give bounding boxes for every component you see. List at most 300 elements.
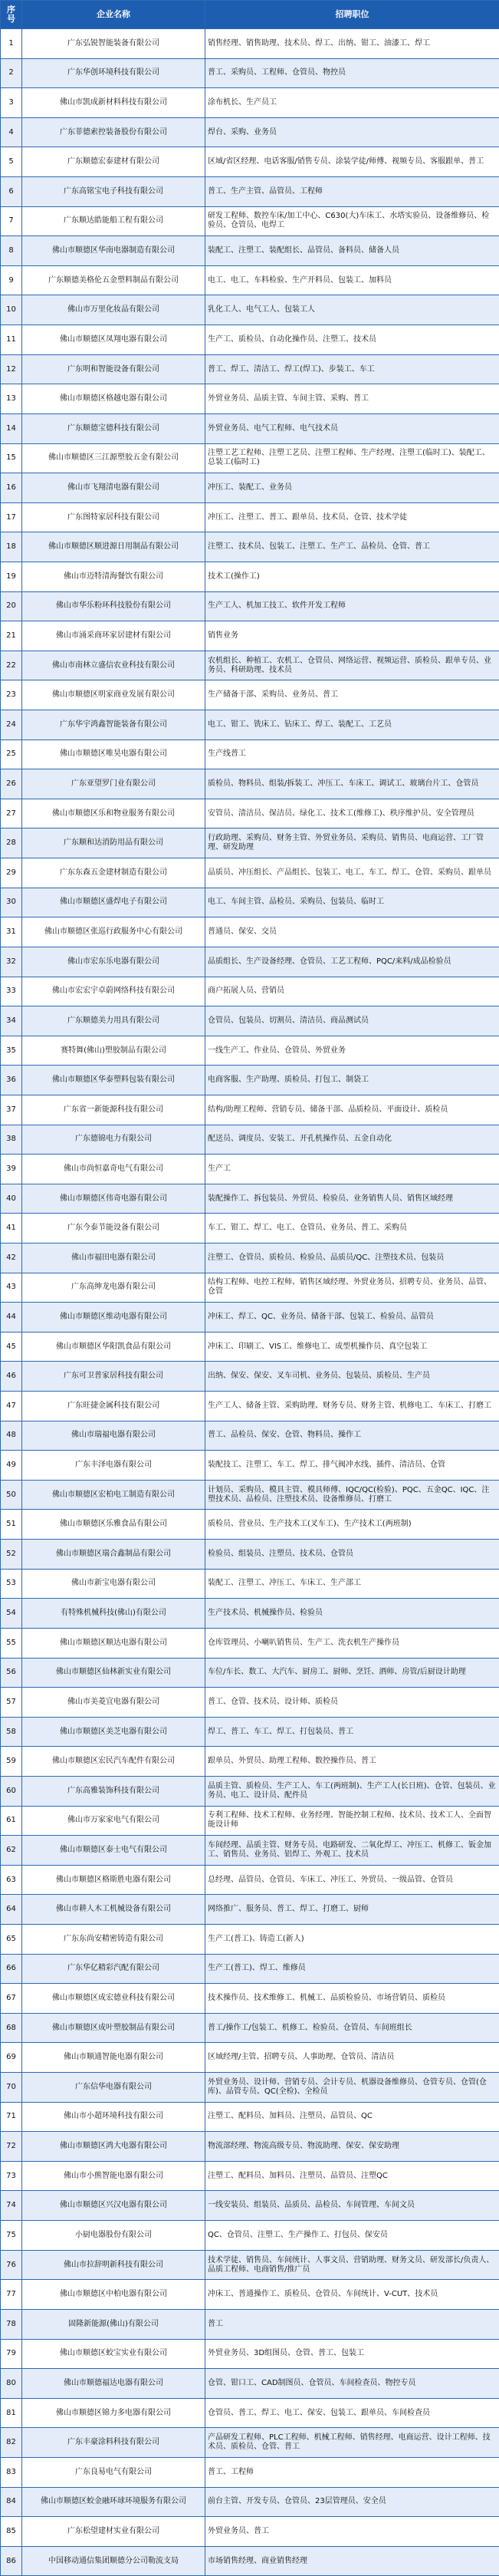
row-index: 50 — [1, 1480, 22, 1510]
row-index: 18 — [1, 532, 22, 562]
row-index: 58 — [1, 1717, 22, 1747]
company-name: 佛山市凯成新材料科技有限公司 — [22, 88, 205, 118]
job-positions: 电商客服、生产助理、质检员、打包工、制袋工 — [205, 1066, 499, 1095]
company-name: 佛山市顺通智能电器有限公司 — [22, 2043, 205, 2073]
row-index: 42 — [1, 1243, 22, 1273]
table-row — [1, 1006, 499, 1036]
row-index: 57 — [1, 1688, 22, 1718]
company-name: 佛山市顺德区格越电器有限公司 — [22, 384, 205, 414]
company-name: 佛山市尚恒嘉奇电气有限公司 — [22, 1155, 205, 1184]
job-positions: 跟单员、外贸员、助理工程师、数控操作员、普工 — [205, 1747, 499, 1777]
job-positions: QC、仓管员、注塑工、生产操作工、打包员、保安员 — [205, 2221, 499, 2251]
table-row — [1, 621, 499, 651]
table-row — [1, 1717, 499, 1747]
row-index: 67 — [1, 1984, 22, 2014]
table-row — [1, 2546, 499, 2576]
row-index: 43 — [1, 1273, 22, 1303]
company-name: 小厨电器股份有限公司 — [22, 2221, 205, 2251]
company-name: 佛山市顺德区美芝电器有限公司 — [22, 1717, 205, 1747]
row-index: 5 — [1, 147, 22, 177]
job-positions: 乳化工人、电气工人、包装工人 — [205, 295, 499, 325]
table-row — [1, 2250, 499, 2280]
company-name: 佛山市宏宏宇卓蔚网络科技有限公司 — [22, 977, 205, 1006]
row-index: 46 — [1, 1362, 22, 1392]
job-positions: 装配操作工、拆包装员、外贸员、检验员、业务销售人员、销售区域经理 — [205, 1184, 499, 1214]
row-index: 54 — [1, 1599, 22, 1629]
company-name: 佛山市顺德区明家商业发展有限公司 — [22, 680, 205, 710]
company-name: 佛山市飞翔清电器有限公司 — [22, 473, 205, 503]
row-index: 85 — [1, 2517, 22, 2547]
row-index: 77 — [1, 2280, 22, 2310]
table-row — [1, 325, 499, 355]
job-positions: 仓管员、包装员、切割员、清洁员、商品测试员 — [205, 1006, 499, 1036]
table-row — [1, 1243, 499, 1273]
job-positions: 生产工(普工)、焊工、维修员 — [205, 1954, 499, 1984]
table-row — [1, 2280, 499, 2310]
job-positions: 冲床工、焊工、QC、业务员、储备干部、包装工、检验员、品管员 — [205, 1303, 499, 1332]
job-positions: 冲床工、印刷工、VIS工、维修电工、成型机操作员、真空包装工 — [205, 1332, 499, 1362]
company-name: 佛山市顺德区乐和物业服务有限公司 — [22, 799, 205, 828]
company-name: 佛山市华乐粉环科技股份有限公司 — [22, 591, 205, 621]
table-row — [1, 2487, 499, 2517]
company-name: 佛山市新宝电器有限公司 — [22, 1569, 205, 1599]
table-row — [1, 769, 499, 799]
table-row — [1, 680, 499, 710]
company-name: 广东华宇鸿鑫智能装备有限公司 — [22, 710, 205, 740]
company-name: 佛山市迈特清海餐饮有限公司 — [22, 562, 205, 591]
company-name: 广东华创环境科技有限公司 — [22, 58, 205, 88]
row-index: 9 — [1, 265, 22, 295]
company-name: 广东丰泽电器有限公司 — [22, 1451, 205, 1481]
company-name: 广东良易电气有限公司 — [22, 2457, 205, 2487]
table-row — [1, 1392, 499, 1421]
row-index: 55 — [1, 1628, 22, 1658]
row-index: 82 — [1, 2428, 22, 2458]
table-row — [1, 413, 499, 443]
row-index: 69 — [1, 2043, 22, 2073]
job-positions: 涂布机长、生产员工 — [205, 88, 499, 118]
job-positions: 装配工、注塑工、装配组长、品管员、备料员、储备人员 — [205, 236, 499, 266]
job-positions: 焊工、普工、车工、焊工、打包装员、普工 — [205, 1717, 499, 1747]
table-row — [1, 977, 499, 1006]
row-index: 84 — [1, 2487, 22, 2517]
company-name: 佛山市顺德区华南电器制造有限公司 — [22, 236, 205, 266]
table-row — [1, 532, 499, 562]
job-positions: 品质员、冲压组长、产品组长、包装工、电工、车工、焊工、仓管、采购员、跟单员 — [205, 858, 499, 888]
company-name: 佛山市美菱宜电器有限公司 — [22, 1688, 205, 1718]
row-index: 3 — [1, 88, 22, 118]
row-index: 24 — [1, 710, 22, 740]
row-index: 12 — [1, 354, 22, 384]
company-name: 佛山市顺德区顺达电器有限公司 — [22, 1628, 205, 1658]
table-row — [1, 2043, 499, 2073]
row-index: 21 — [1, 621, 22, 651]
company-name: 佛山市拉辞明新科技有限公司 — [22, 2250, 205, 2280]
table-row — [1, 1984, 499, 2014]
row-index: 16 — [1, 473, 22, 503]
company-name: 广东亚望罗门业有限公司 — [22, 769, 205, 799]
company-name: 有特殊机械科技(佛山)有限公司 — [22, 1599, 205, 1629]
table-row — [1, 1688, 499, 1718]
job-positions: 车工、钳工、焊工、电工、仓管员、业务员、普工、采购员 — [205, 1214, 499, 1244]
company-name: 广东高铭宝电子科技有限公司 — [22, 177, 205, 207]
job-positions: 外贸业务员、电气工程师、电气技术员 — [205, 413, 499, 443]
table-row — [1, 1569, 499, 1599]
table-row — [1, 1332, 499, 1362]
table-row — [1, 1303, 499, 1332]
row-index: 17 — [1, 502, 22, 532]
company-name: 佛山市顺德区中柏电器有限公司 — [22, 2280, 205, 2310]
table-row — [1, 1540, 499, 1570]
company-name: 固隆新能源(佛山)有限公司 — [22, 2309, 205, 2339]
company-name: 佛山市顺德区顺进源日用制品有限公司 — [22, 532, 205, 562]
row-index: 33 — [1, 977, 22, 1006]
job-positions: 品质组长、生产设备经理、仓管员、工艺工程师、PQC/来料/成品检验员 — [205, 947, 499, 977]
company-name: 广东今泰节能设备有限公司 — [22, 1214, 205, 1244]
row-index: 48 — [1, 1421, 22, 1451]
table-row — [1, 1895, 499, 1925]
table-row — [1, 2161, 499, 2191]
job-positions: 销售经理、销售助理、技术员、焊工、出纳、钳工、油漆工、焊工 — [205, 29, 499, 59]
job-positions: 销售业务 — [205, 621, 499, 651]
header-index: 序号 — [1, 1, 22, 29]
table-row — [1, 1066, 499, 1095]
row-index: 32 — [1, 947, 22, 977]
company-name: 佛山市顺德区宏柏电工制造有限公司 — [22, 1480, 205, 1510]
company-name: 广东丰豪涂料科技有限公司 — [22, 2428, 205, 2458]
job-positions: 注塑工、配料员、加料员、注塑员、品管员、QC — [205, 2102, 499, 2132]
row-index: 37 — [1, 1095, 22, 1125]
job-positions: 行政助理、采购员、财务主管、外贸业务员、采购员、销售员、电商运营、工厂管理、研发助理 — [205, 828, 499, 858]
job-positions: 仓库管理员、小喇叭销售员、生产工、洗衣机生产操作员 — [205, 1628, 499, 1658]
table-row — [1, 1865, 499, 1895]
job-positions: 冲压工、装配工、业务员 — [205, 473, 499, 503]
table-row — [1, 2102, 499, 2132]
company-name: 佛山市顺德区伟奇电器有限公司 — [22, 1184, 205, 1214]
company-name: 广东顺德宝德科技有限公司 — [22, 413, 205, 443]
row-index: 6 — [1, 177, 22, 207]
company-name: 佛山市顺德区泰士电气有限公司 — [22, 1836, 205, 1866]
company-name: 佛山市万里化妆品有限公司 — [22, 295, 205, 325]
company-name: 广东高雅装饰科技有限公司 — [22, 1776, 205, 1806]
table-row — [1, 1421, 499, 1451]
job-positions: 普工、工程师 — [205, 2457, 499, 2487]
company-name: 佛山市小熊智能电器有限公司 — [22, 2161, 205, 2191]
job-positions: 农机组长、种植工、农机工、仓管员、网络运营、视频运营、质检员、跟单专员、业务员、科研助理、技术员 — [205, 651, 499, 680]
table-row — [1, 710, 499, 740]
table-body — [1, 29, 499, 2576]
row-index: 29 — [1, 858, 22, 888]
job-positions: 普工 — [205, 2309, 499, 2339]
company-name: 广东东尚安精密铸造有限公司 — [22, 1925, 205, 1955]
row-index: 60 — [1, 1776, 22, 1806]
company-name: 佛山市顺德区鸿大电器有限公司 — [22, 2132, 205, 2162]
row-index: 2 — [1, 58, 22, 88]
table-row — [1, 1954, 499, 1984]
table-row — [1, 2428, 499, 2458]
job-positions: 车间经理、品质主管、财务专员、电路研发、二氧化焊工、冲压工、机修工、钣金加工、销售员、业务员、铝焊工、外观工、技术员 — [205, 1836, 499, 1866]
job-positions: 装配工、注塑工、冲压工、车床工、生产部工 — [205, 1569, 499, 1599]
company-name: 广东省一新能源科技有限公司 — [22, 1095, 205, 1125]
row-index: 35 — [1, 1036, 22, 1066]
job-positions: 普工、仓管、技术员、设计师、质检员 — [205, 1688, 499, 1718]
table-row — [1, 206, 499, 236]
company-name: 广东松望建材实业有限公司 — [22, 2517, 205, 2547]
job-positions: 冲床工、普通操作工、质检员、仓管员、车间统计、V-CUT、技术员 — [205, 2280, 499, 2310]
table-row — [1, 1125, 499, 1155]
table-row — [1, 1776, 499, 1806]
table-row — [1, 1925, 499, 1955]
table-row — [1, 1155, 499, 1184]
company-name: 广东图特家居科技有限公司 — [22, 502, 205, 532]
job-positions: 普工、采购员、工程师、仓管员、物控员 — [205, 58, 499, 88]
row-index: 44 — [1, 1303, 22, 1332]
company-name: 广东可卫普家居科技有限公司 — [22, 1362, 205, 1392]
job-positions: 出纳、保安、保安、叉车司机、业务员、包装员、质检员、生产员 — [205, 1362, 499, 1392]
table-row — [1, 2309, 499, 2339]
job-positions: 普工、焊工、清洁工、焊工(焊工)、步装工、车工 — [205, 354, 499, 384]
header-positions: 招聘职位 — [205, 1, 499, 29]
table-row — [1, 1184, 499, 1214]
company-name: 赛特舞(佛山)塑胶制品有限公司 — [22, 1036, 205, 1066]
table-row — [1, 1095, 499, 1125]
job-positions: 外贸业务员、3D组图员、仓管、普工、包装工 — [205, 2339, 499, 2369]
job-positions: 安管员、清洁员、保洁员、绿化工、技术工(维修工)、秩序维护员、安全管理员 — [205, 799, 499, 828]
job-positions: 商户拓展人员、营销员 — [205, 977, 499, 1006]
company-name: 佛山市万家家电气有限公司 — [22, 1806, 205, 1836]
job-positions: 技术学徒、销售员、车间统计、人事文员、营销助理、财务文员、研发部长/负责人、品质工程师、电商销售/推广员 — [205, 2250, 499, 2280]
row-index: 31 — [1, 917, 22, 947]
row-index: 41 — [1, 1214, 22, 1244]
row-index: 79 — [1, 2339, 22, 2369]
row-index: 53 — [1, 1569, 22, 1599]
row-index: 83 — [1, 2457, 22, 2487]
company-name: 广东菲德索控装备股份有限公司 — [22, 117, 205, 147]
row-index: 56 — [1, 1658, 22, 1688]
job-positions: 网络推广、服务员、普工、焊工、打磨工、厨师 — [205, 1895, 499, 1925]
company-name: 佛山市顺德福达电器有限公司 — [22, 2369, 205, 2399]
company-name: 广东顺德美格伦五金塑料制品有限公司 — [22, 265, 205, 295]
job-positions: 车位/车长、数工、大汽车、厨房工、厨师、烹饪、酒师、房管/后厨设计助理 — [205, 1658, 499, 1688]
table-row — [1, 1362, 499, 1392]
header-company: 企业名称 — [22, 1, 205, 29]
row-index: 19 — [1, 562, 22, 591]
table-row — [1, 2013, 499, 2043]
row-index: 76 — [1, 2250, 22, 2280]
job-positions: 外贸业务员、品质主管、车间主管、采购、普工 — [205, 384, 499, 414]
job-positions: 焊台、采购、业务员 — [205, 117, 499, 147]
row-index: 78 — [1, 2309, 22, 2339]
table-row — [1, 947, 499, 977]
company-name: 广东顺德美力用具有限公司 — [22, 1006, 205, 1036]
job-positions: 产品研发工程师、PLC工程师、机械工程师、销售经理、电商运营、设计工程师、技术员、质检员、仓管、普工 — [205, 2428, 499, 2458]
table-row — [1, 1628, 499, 1658]
job-positions: 普工、品检员、保安、仓管、物料员、操作工 — [205, 1421, 499, 1451]
table-row — [1, 265, 499, 295]
company-name: 佛山市福田电器有限公司 — [22, 1243, 205, 1273]
table-row — [1, 651, 499, 680]
row-index: 70 — [1, 2073, 22, 2103]
row-index: 27 — [1, 799, 22, 828]
company-name: 佛山市顺德区华阳凯食品有限公司 — [22, 1332, 205, 1362]
row-index: 61 — [1, 1806, 22, 1836]
row-index: 64 — [1, 1895, 22, 1925]
company-name: 广东华亿精彩汽配有限公司 — [22, 1954, 205, 1984]
row-index: 72 — [1, 2132, 22, 2162]
company-name: 佛山市顺德区蛟宝实业有限公司 — [22, 2339, 205, 2369]
job-positions: 生产线普工 — [205, 740, 499, 769]
job-positions: 技术操作员、技术维修工、机械工、品质检验员、市场营销员、质检员 — [205, 1984, 499, 2014]
table-row — [1, 858, 499, 888]
row-index: 66 — [1, 1954, 22, 1984]
company-name: 佛山市顺德区三江源塑胶五金有限公司 — [22, 443, 205, 473]
company-name: 广东旺捷金属科技有限公司 — [22, 1392, 205, 1421]
row-index: 26 — [1, 769, 22, 799]
row-index: 4 — [1, 117, 22, 147]
job-positions: 检验员、组装员、注塑员、技术员、仓管员 — [205, 1540, 499, 1570]
row-index: 71 — [1, 2102, 22, 2132]
company-name: 佛山市宏东乐电器有限公司 — [22, 947, 205, 977]
table-row — [1, 1747, 499, 1777]
job-positions: 生产技术员、机械操作员、检验员 — [205, 1599, 499, 1629]
table-row — [1, 2191, 499, 2221]
row-index: 65 — [1, 1925, 22, 1955]
table-row — [1, 917, 499, 947]
row-index: 59 — [1, 1747, 22, 1777]
row-index: 80 — [1, 2369, 22, 2399]
job-positions: 生产工、质检员、自动化操作员、注塑工、技术员 — [205, 325, 499, 355]
job-positions: 品质主管、质检员、生产工人、车工(两班制)、生产工人(长日班)、仓管、包装员、业务员、电工、设计员、配件员 — [205, 1776, 499, 1806]
row-index: 28 — [1, 828, 22, 858]
row-index: 39 — [1, 1155, 22, 1184]
job-positions: 前台主管、开发专员、仓管员、23层管理员、安全员 — [205, 2487, 499, 2517]
job-positions: 结构工程师、电控工程师、销售区域经理、外贸业务员、招聘专员、业务员、品管、仓管 — [205, 1273, 499, 1303]
job-positions: 电工、电工、车料检验、生产开料员、包装工、加料员 — [205, 265, 499, 295]
table-row — [1, 1273, 499, 1303]
table-row — [1, 2221, 499, 2251]
row-index: 73 — [1, 2161, 22, 2191]
company-name: 佛山市顺德区锦力多电器有限公司 — [22, 2398, 205, 2428]
table-row — [1, 2398, 499, 2428]
row-index: 86 — [1, 2546, 22, 2576]
table-row — [1, 2073, 499, 2103]
company-name: 广东信华电器有限公司 — [22, 2073, 205, 2103]
company-name: 广东顺达皓能船工程有限公司 — [22, 206, 205, 236]
table-row — [1, 236, 499, 266]
row-index: 7 — [1, 206, 22, 236]
job-positions: 外贸业务员、普工 — [205, 2517, 499, 2547]
job-positions: 注塑工、配料员、加料员、注塑员、品管员、注塑QC — [205, 2161, 499, 2191]
job-positions: 普工、生产主管、品管员、工程师 — [205, 177, 499, 207]
table-row — [1, 117, 499, 147]
table-row — [1, 58, 499, 88]
table-row — [1, 1836, 499, 1866]
row-index: 22 — [1, 651, 22, 680]
company-name: 佛山市瑞福电器有限公司 — [22, 1421, 205, 1451]
company-name: 佛山市顺德区成宏德业科技有限公司 — [22, 1984, 205, 2014]
table-row — [1, 354, 499, 384]
company-name: 佛山市顺德区瑞合鑫制品有限公司 — [22, 1540, 205, 1570]
table-row — [1, 443, 499, 473]
row-index: 75 — [1, 2221, 22, 2251]
row-index: 74 — [1, 2191, 22, 2221]
company-name: 佛山市顺德区华泰塑料包装有限公司 — [22, 1066, 205, 1095]
row-index: 34 — [1, 1006, 22, 1036]
table-row — [1, 799, 499, 828]
table-row — [1, 562, 499, 591]
table-row — [1, 502, 499, 532]
job-positions: 一线生产工、作业员、仓管员、外贸业务 — [205, 1036, 499, 1066]
row-index: 25 — [1, 740, 22, 769]
table-row — [1, 88, 499, 118]
job-positions: 普通员、保安、交员 — [205, 917, 499, 947]
job-positions: 研发工程师、数控车床/加工中心、C630(大)车床工、水塔实验员、设备维修员、检验员、仓管员、电焊工 — [205, 206, 499, 236]
company-name: 佛山市小超环境科技有限公司 — [22, 2102, 205, 2132]
row-index: 8 — [1, 236, 22, 266]
job-positions: 仓管、钳口工、CAD制图员、仓管员、车间检查员、物控专员 — [205, 2369, 499, 2399]
company-name: 佛山市南林立盛信农业科技有限公司 — [22, 651, 205, 680]
job-positions: 技术工(操作工) — [205, 562, 499, 591]
table-row — [1, 2517, 499, 2547]
row-index: 10 — [1, 295, 22, 325]
row-index: 63 — [1, 1865, 22, 1895]
row-index: 36 — [1, 1066, 22, 1095]
job-positions: 电工、钳工、铣床工、钻床工、焊工、装配工、工艺员 — [205, 710, 499, 740]
company-name: 广东高绅龙电器有限公司 — [22, 1273, 205, 1303]
table-row — [1, 1806, 499, 1836]
row-index: 47 — [1, 1392, 22, 1421]
company-name: 中国移动通信集团顺德分公司勒流支局 — [22, 2546, 205, 2576]
company-name: 佛山市涌采商环家居建材有限公司 — [22, 621, 205, 651]
table-row — [1, 2369, 499, 2399]
table-row — [1, 2457, 499, 2487]
row-index: 38 — [1, 1125, 22, 1155]
company-name: 佛山市顺德区兴汉电器有限公司 — [22, 2191, 205, 2221]
company-name: 佛山市顺德区维动电器有限公司 — [22, 1303, 205, 1332]
row-index: 30 — [1, 888, 22, 917]
row-index: 40 — [1, 1184, 22, 1214]
row-index: 62 — [1, 1836, 22, 1866]
job-positions: 外贸业务员、设计师、营销专员、会计专员、机器设备维修员、仓管专员、仓管(仓库)、品管专员、QC(全检)、全检员 — [205, 2073, 499, 2103]
row-index: 23 — [1, 680, 22, 710]
company-name: 佛山市顺德区张巡行政服务中心有限公司 — [22, 917, 205, 947]
table-row — [1, 29, 499, 59]
job-positions: 生产工(普工)、铸造工(新人) — [205, 1925, 499, 1955]
company-name: 佛山市顺德区格斯胜电器有限公司 — [22, 1865, 205, 1895]
company-name: 佛山市顺德区凤翔电器有限公司 — [22, 325, 205, 355]
job-positions: 普工/操作工/包装工、机修工、检验员、仓管员、车间班组长 — [205, 2013, 499, 2043]
company-name: 佛山市顺德区唯昊电器有限公司 — [22, 740, 205, 769]
table-row — [1, 1036, 499, 1066]
table-row — [1, 2132, 499, 2162]
company-name: 广东顺和达消防用品有限公司 — [22, 828, 205, 858]
job-positions: 冲压工、注塑工、普工、跟单员、技术员、仓管、技术学徒 — [205, 502, 499, 532]
row-index: 14 — [1, 413, 22, 443]
job-positions: 质检员、物料员、组装/拆装工、冲压工、车床工、调试工、玻璃台片工、仓管员 — [205, 769, 499, 799]
table-row — [1, 591, 499, 621]
table-row — [1, 1214, 499, 1244]
company-name: 佛山市顺德区仙林新实业有限公司 — [22, 1658, 205, 1688]
company-name: 佛山市顺德区成叶塑胶制品有限公司 — [22, 2013, 205, 2043]
row-index: 20 — [1, 591, 22, 621]
company-name: 佛山市耕人木工机械设备有限公司 — [22, 1895, 205, 1925]
row-index: 49 — [1, 1451, 22, 1481]
job-positions: 装配技工、注塑工、车工、焊工、排气阀冲水线、插件、清洁员、仓管 — [205, 1451, 499, 1481]
company-name: 佛山市顺德区宏民汽车配件有限公司 — [22, 1747, 205, 1777]
job-positions: 生产工人、储备主管、采购助理、财务专员、财务主管、机修电工、车床工、打磨工 — [205, 1392, 499, 1421]
job-positions: 配送员、调度员、安装工、开孔机操作员、五金自动化 — [205, 1125, 499, 1155]
company-name: 佛山市顺德区乐雅食品有限公司 — [22, 1510, 205, 1540]
